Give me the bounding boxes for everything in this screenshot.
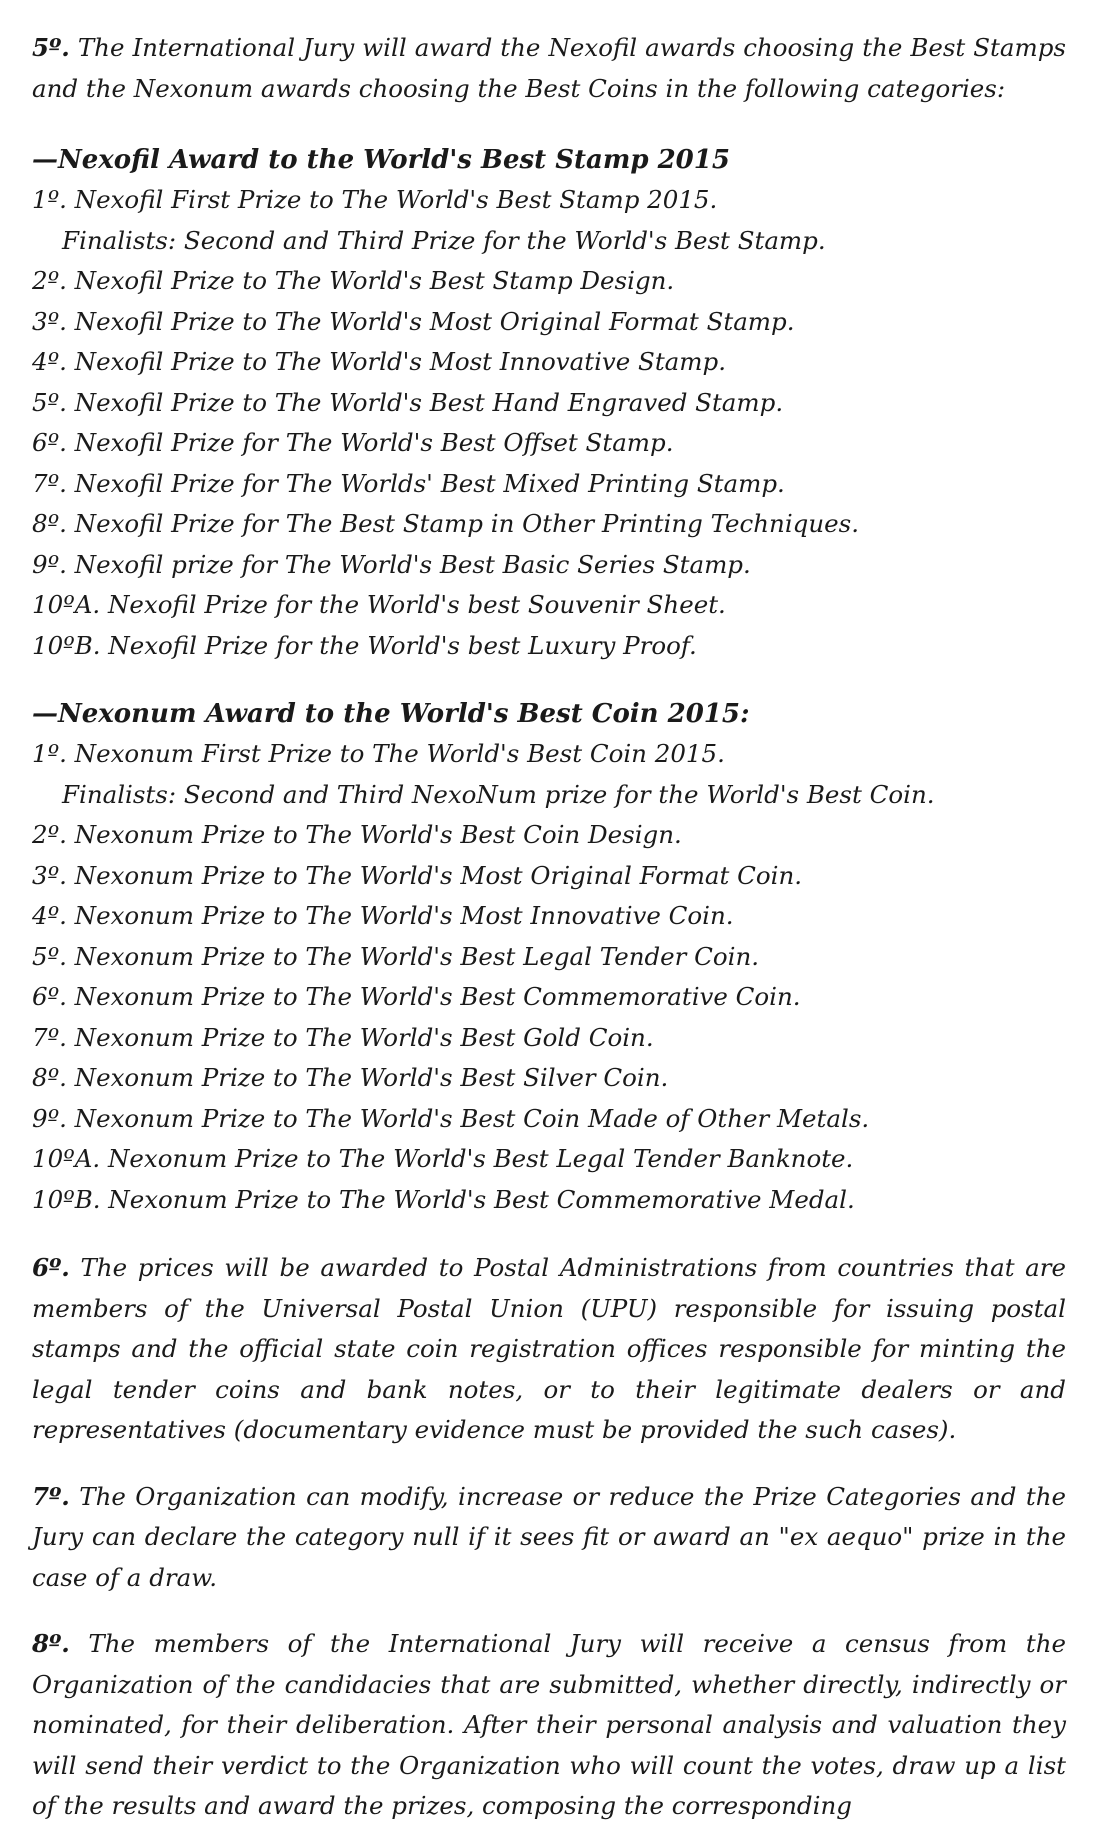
list-item: 10ºB. Nexofil Prize for the World's best Luxury Proof.	[32, 630, 697, 660]
list-item: 10ºA. Nexonum Prize to The World's Best Legal Tender Banknote.	[32, 1144, 854, 1173]
list-item: 1º. Nexofil First Prize to The World's Best Stamp 2015.	[32, 185, 718, 214]
list-item: 8º. Nexonum Prize to The World's Best Silver Coin.	[32, 1063, 669, 1092]
list-item: 5º. Nexonum Prize to The World's Best Legal Tender Coin.	[32, 941, 760, 971]
list-item: 10ºB. Nexonum Prize to The World's Best Commemorative Medal.	[32, 1184, 855, 1214]
list-item: 4º. Nexofil Prize to The World's Most Innovative Stamp.	[32, 347, 726, 376]
paragraph-number: 8º.	[32, 1629, 70, 1658]
list-item: 2º. Nexofil Prize to The World's Best Stamp Design.	[32, 266, 675, 295]
paragraph-5	[32, 28, 1066, 109]
list-item-finalists: Finalists: Second and Third NexoNum prize for the World's Best Coin.	[62, 779, 935, 809]
stamp-category-list	[32, 180, 1066, 666]
paragraph-number: 6º.	[32, 1253, 70, 1282]
paragraph-text: The prices will be awarded to Postal Administrations from countries that are members of the Universal Postal Union (UPU) responsible for issuing postal stamps and the official state coin registration offices responsible for minting the legal tender coins and bank notes, or to their legitimate dealers or and representatives (documentary evidence must be provided the such cases).	[32, 1253, 1066, 1444]
stamp-award-heading: —Nexofil Award to the World's Best Stamp 2015	[32, 145, 730, 175]
list-item: 7º. Nexonum Prize to The World's Best Gold Coin.	[32, 1022, 654, 1052]
list-item: 10ºA. Nexofil Prize for the World's best Souvenir Sheet.	[32, 590, 726, 619]
paragraph-number: 5º.	[32, 33, 70, 62]
paragraph-text: The International Jury will award the Nexofil awards choosing the Best Stamps and the Nexonum awards choosing the Best Coins in the following categories:	[32, 33, 1066, 103]
list-item: 1º. Nexonum First Prize to The World's Best Coin 2015.	[32, 739, 725, 768]
paragraph-number: 7º.	[32, 1481, 70, 1511]
list-item: 2º. Nexonum Prize to The World's Best Coin Design.	[32, 820, 682, 849]
list-item: 6º. Nexonum Prize to The World's Best Commemorative Coin.	[32, 982, 801, 1011]
list-item: 5º. Nexofil Prize to The World's Best Hand Engraved Stamp.	[32, 387, 784, 417]
coin-category-list	[32, 734, 1066, 1220]
coin-award-heading: —Nexonum Award to the World's Best Coin 2015:	[32, 699, 750, 729]
list-item-finalists: Finalists: Second and Third Prize for the World's Best Stamp.	[62, 225, 826, 255]
paragraph-text: The members of the International Jury will receive a census from the Organization of the candidacies that are submitted, whether directly, indirectly or nominated, for their deliberation. After their personal analysis and valuation they will send their verdict to the Organization who will count the votes, draw up a list of the results and award the prizes, composing the corresponding	[32, 1629, 1066, 1820]
paragraph-8	[32, 1624, 1066, 1827]
paragraph-6	[32, 1248, 1066, 1451]
document-page	[32, 28, 1066, 1827]
list-item: 7º. Nexofil Prize for The Worlds' Best Mixed Printing Stamp.	[32, 468, 785, 498]
list-item: 9º. Nexonum Prize to The World's Best Coin Made of Other Metals.	[32, 1103, 870, 1133]
list-item: 9º. Nexofil prize for The World's Best Basic Series Stamp.	[32, 549, 751, 579]
list-item: 6º. Nexofil Prize for The World's Best Offset Stamp.	[32, 428, 674, 457]
list-item: 3º. Nexofil Prize to The World's Most Original Format Stamp.	[32, 306, 795, 336]
paragraph-text: The Organization can modify, increase or reduce the Prize Categories and the Jury can declare the category null if it sees fit or award an "ex aequo" prize in the case of a draw.	[32, 1481, 1066, 1592]
paragraph-7	[32, 1477, 1066, 1599]
list-item: 3º. Nexonum Prize to The World's Most Original Format Coin.	[32, 860, 803, 890]
list-item: 8º. Nexofil Prize for The Best Stamp in Other Printing Techniques.	[32, 509, 859, 538]
list-item: 4º. Nexonum Prize to The World's Most Innovative Coin.	[32, 901, 734, 930]
